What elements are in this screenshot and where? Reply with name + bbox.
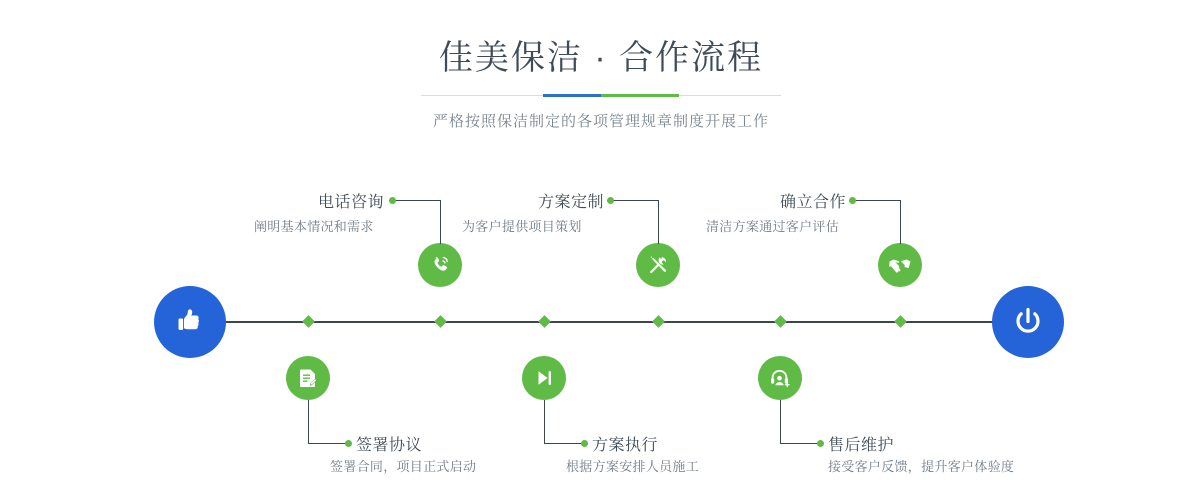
page-header [0,36,1202,131]
step-icon-3 [636,243,680,287]
connector-hline-2 [308,443,348,444]
connector-dot-2 [345,440,352,447]
step-desc-5: 清洁方案通过客户评估 [706,219,840,234]
tools-icon [646,253,670,277]
connector-hline-4 [544,443,584,444]
connector-vline-4 [544,400,545,443]
step-desc-1: 阐明基本情况和需求 [254,219,374,234]
document-edit-icon [296,366,320,390]
connector-hline-6 [780,443,820,444]
connector-dot-3 [607,197,614,204]
play-forward-icon [532,366,556,390]
step-label-1: 电话咨询 [318,194,385,211]
axis-node-3 [652,315,665,328]
connector-hline-3 [610,200,658,201]
connector-vline-1 [440,200,441,244]
connector-dot-4 [581,440,588,447]
connector-vline-5 [900,200,901,244]
connector-vline-6 [780,400,781,443]
step-label-4: 方案执行 [592,437,659,454]
axis-node-4 [538,315,551,328]
title-divider [421,94,781,97]
step-label-5: 确立合作 [780,194,847,211]
divider-accent-blue [543,94,601,97]
axis-node-2 [302,315,315,328]
page-subtitle: 严格按照保洁制定的各项管理规章制度开展工作 [432,113,769,130]
connector-hline-1 [392,200,440,201]
handshake-icon [887,252,913,278]
divider-accent-green [601,94,679,97]
connector-vline-2 [308,400,309,443]
step-icon-6 [758,356,802,400]
axis-node-6 [774,315,787,328]
step-label-3: 方案定制 [538,194,605,211]
connector-hline-5 [852,200,900,201]
page-title: 佳美保洁 · 合作流程 [438,39,764,77]
end-endpoint [992,286,1064,358]
axis-node-5 [894,315,907,328]
connector-dot-1 [389,197,396,204]
axis-node-1 [434,315,447,328]
step-desc-6: 接受客户反馈，提升客户体验度 [828,459,1015,474]
thumbs-up-icon [172,304,208,340]
power-icon [1009,303,1047,341]
step-icon-1 [418,243,462,287]
step-icon-5 [878,243,922,287]
connector-dot-5 [849,197,856,204]
step-desc-3: 为客户提供项目策划 [462,219,582,234]
headset-support-icon [768,366,792,390]
step-desc-4: 根据方案安排人员施工 [566,459,700,474]
step-icon-4 [522,356,566,400]
step-icon-2 [286,356,330,400]
connector-dot-6 [817,440,824,447]
phone-call-icon [428,253,452,277]
step-label-2: 签署协议 [356,437,423,454]
start-endpoint [154,286,226,358]
step-label-6: 售后维护 [828,437,895,454]
connector-vline-3 [658,200,659,244]
step-desc-2: 签署合同，项目正式启动 [330,459,477,474]
